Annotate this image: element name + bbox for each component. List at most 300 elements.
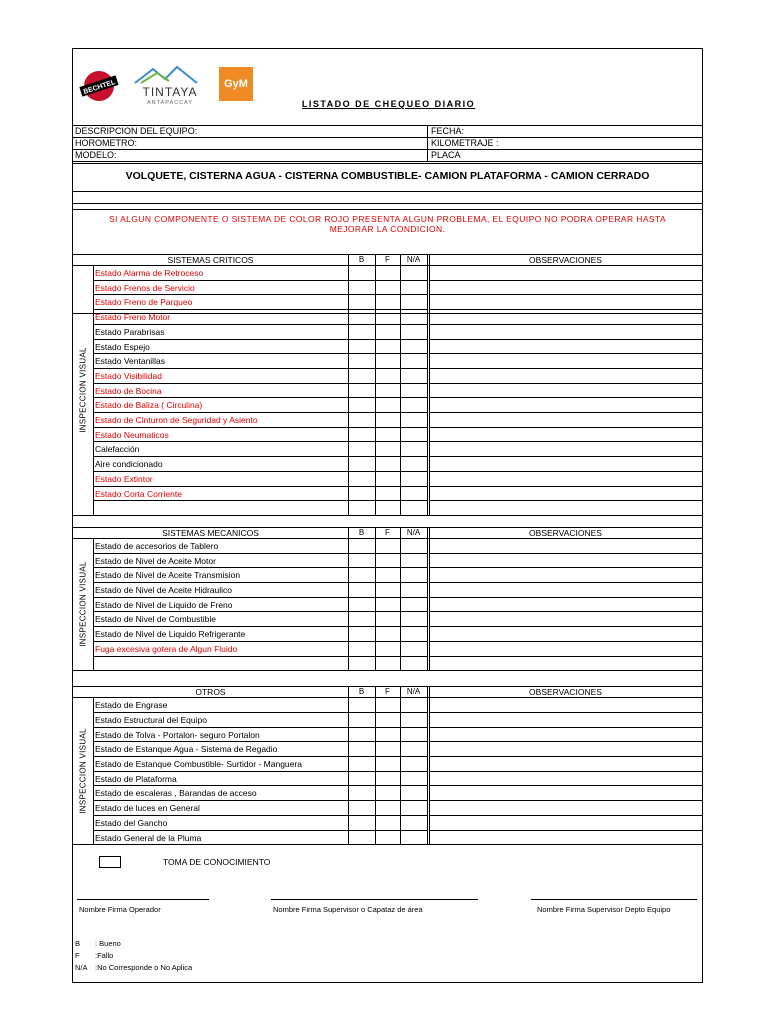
checkbox-na[interactable] — [402, 831, 426, 844]
grid-line — [429, 785, 702, 786]
checklist-item: Estado Parabrisas — [95, 326, 165, 337]
observation-field[interactable] — [431, 554, 701, 567]
grid-line — [429, 712, 702, 713]
checkbox-na[interactable] — [402, 598, 426, 611]
gym-logo — [219, 67, 253, 101]
checkbox-f[interactable] — [377, 757, 399, 770]
side-label-inspeccion-visual — [73, 265, 93, 515]
checkbox-na[interactable] — [402, 369, 426, 382]
checkbox-b[interactable] — [350, 457, 374, 470]
observation-field[interactable] — [431, 325, 701, 338]
grid-line — [93, 771, 427, 772]
checklist-item: Estado de accesorios de Tablero — [95, 540, 219, 551]
grid-line — [429, 265, 702, 266]
grid-line — [427, 125, 428, 161]
checklist-item: Estado Neumaticos — [95, 429, 169, 440]
grid-line — [93, 697, 94, 844]
grid-line — [73, 670, 702, 671]
checkbox-na[interactable] — [402, 698, 426, 711]
page-title: LISTADO DE CHEQUEO DIARIO — [301, 99, 476, 109]
checklist-item: Aire condicionado — [95, 459, 163, 470]
checkbox-f[interactable] — [377, 728, 399, 741]
grid-line — [93, 309, 427, 310]
checkbox-na[interactable] — [402, 801, 426, 814]
grid-line — [73, 844, 702, 845]
checkbox-f[interactable] — [377, 442, 399, 455]
grid-line — [93, 538, 427, 539]
warning-line-2: MEJORAR LA CONDICION. — [329, 224, 446, 234]
observation-field[interactable] — [431, 627, 701, 640]
checkbox-na[interactable] — [402, 472, 426, 485]
grid-line — [429, 656, 702, 657]
grid-line — [93, 397, 427, 398]
grid-line — [93, 553, 427, 554]
checklist-item: Estado de Nivel de Aceite Transmision — [95, 570, 241, 581]
column-f-header: F — [385, 255, 390, 264]
observation-field[interactable] — [431, 457, 701, 470]
checkbox-b[interactable] — [350, 713, 374, 726]
checkbox-f[interactable] — [377, 325, 399, 338]
observation-field[interactable] — [431, 487, 701, 500]
grid-line — [429, 741, 702, 742]
grid-line — [429, 830, 702, 831]
checkbox-na[interactable] — [402, 612, 426, 625]
grid-line — [93, 324, 427, 325]
observation-field[interactable] — [431, 442, 701, 455]
column-f-header: F — [385, 687, 390, 697]
checklist-item: Fuga excesiva gotera de Algun Fluido — [95, 643, 238, 654]
grid-line — [429, 800, 702, 801]
observation-field[interactable] — [431, 772, 701, 785]
checkbox-b[interactable] — [350, 583, 374, 596]
checkbox-b[interactable] — [350, 310, 374, 323]
checkbox-f[interactable] — [377, 428, 399, 441]
observation-field[interactable] — [431, 310, 701, 323]
observation-field[interactable] — [431, 642, 701, 655]
checkbox-na[interactable] — [402, 583, 426, 596]
column-b-header: B — [358, 687, 365, 697]
checklist-item: Estado Frenos de Servicio — [95, 282, 195, 293]
checkbox-b[interactable] — [350, 325, 374, 338]
grid-line — [93, 427, 427, 428]
checklist-item: Estado Espejo — [95, 341, 150, 352]
grid-line — [93, 697, 427, 698]
grid-line — [400, 686, 401, 844]
checkbox-na[interactable] — [402, 281, 426, 294]
checkbox-f[interactable] — [377, 295, 399, 308]
placa-field: PLACA — [431, 150, 461, 160]
grid-line — [93, 727, 427, 728]
observation-field[interactable] — [431, 612, 701, 625]
checkbox-na[interactable] — [402, 325, 426, 338]
checkbox-na[interactable] — [402, 428, 426, 441]
fecha-field: FECHA: — [431, 126, 465, 136]
checkbox-b[interactable] — [350, 539, 374, 552]
side-label-inspeccion-visual — [73, 538, 93, 670]
checkbox-b[interactable] — [350, 627, 374, 640]
grid-line — [93, 353, 427, 354]
observation-field[interactable] — [431, 713, 701, 726]
warning-line-1: SI ALGUN COMPONENTE O SISTEMA DE COLOR ROJO PRESENTA ALGUN PROBLEMA, EL EQUIPO NO PODRA OPERAR HASTA — [108, 214, 667, 224]
grid-line — [93, 265, 427, 266]
checkbox-na[interactable] — [402, 728, 426, 741]
checkbox-na[interactable] — [402, 568, 426, 581]
observation-field[interactable] — [431, 428, 701, 441]
grid-line — [93, 582, 427, 583]
checkbox-b[interactable] — [350, 295, 374, 308]
observation-field[interactable] — [431, 831, 701, 844]
checkbox-b[interactable] — [350, 772, 374, 785]
checkbox-f[interactable] — [377, 772, 399, 785]
checkbox-f[interactable] — [377, 801, 399, 814]
checklist-item: Estado General de la Pluma — [95, 832, 202, 843]
grid-line — [93, 471, 427, 472]
grid-line — [93, 785, 427, 786]
grid-line — [429, 641, 702, 642]
grid-line — [400, 527, 401, 670]
observation-field[interactable] — [431, 728, 701, 741]
grid-line — [93, 368, 427, 369]
gym-logo-text: GyM — [224, 78, 248, 90]
checklist-item: Estado Extintor — [95, 473, 153, 484]
checkbox-na[interactable] — [402, 742, 426, 755]
checkbox-na[interactable] — [402, 642, 426, 655]
grid-line — [93, 486, 427, 487]
checkbox-f[interactable] — [377, 713, 399, 726]
column-observaciones-header: OBSERVACIONES — [529, 687, 602, 698]
logo-bar — [73, 49, 704, 109]
grid-line — [375, 686, 376, 844]
grid-line — [73, 149, 702, 150]
checkbox-f[interactable] — [377, 487, 399, 500]
observation-field[interactable] — [431, 742, 701, 755]
column-b-header: B — [358, 255, 365, 264]
grid-line — [531, 899, 697, 900]
observation-field[interactable] — [431, 369, 701, 382]
grid-line — [429, 611, 702, 612]
checkbox-f[interactable] — [377, 554, 399, 567]
observation-field[interactable] — [431, 340, 701, 353]
checklist-item: Estado Visibilidad — [95, 370, 162, 381]
grid-line — [429, 727, 702, 728]
observation-field[interactable] — [431, 539, 701, 552]
checkbox-f[interactable] — [377, 457, 399, 470]
observation-field[interactable] — [431, 398, 701, 411]
checkbox-b[interactable] — [350, 369, 374, 382]
grid-line — [93, 294, 427, 295]
observation-field[interactable] — [431, 801, 701, 814]
grid-line — [93, 441, 427, 442]
checkbox-b[interactable] — [350, 831, 374, 844]
checklist-item: Estado de luces en General — [95, 803, 200, 814]
column-na-header: N/A — [406, 255, 421, 264]
checkbox-f[interactable] — [377, 539, 399, 552]
column-observaciones-header: OBSERVACIONES — [529, 527, 602, 538]
observation-field[interactable] — [431, 757, 701, 770]
checklist-item: Estado Ventanillas — [95, 356, 165, 367]
checkbox-b[interactable] — [350, 554, 374, 567]
grid-line — [73, 209, 702, 210]
checkbox-na[interactable] — [402, 310, 426, 323]
checkbox-f[interactable] — [377, 598, 399, 611]
checkbox-b[interactable] — [350, 340, 374, 353]
grid-line — [73, 137, 702, 138]
legend-desc: : Bueno — [95, 939, 121, 949]
checklist-item: Estado de Bocina — [95, 385, 162, 396]
observation-field[interactable] — [431, 413, 701, 426]
grid-line — [348, 254, 349, 515]
column-observaciones-header: OBSERVACIONES — [529, 255, 602, 265]
checklist-item: Estado Corta Corriente — [95, 488, 182, 499]
checkbox-f[interactable] — [377, 786, 399, 799]
grid-line — [429, 456, 702, 457]
checklist-item: Estado de Tolva - Portalon- seguro Portalon — [95, 729, 260, 740]
checklist-item: Estado Alarma de Retroceso — [95, 268, 204, 278]
checkbox-na[interactable] — [402, 295, 426, 308]
grid-line — [93, 712, 427, 713]
observation-field[interactable] — [431, 354, 701, 367]
column-f-header: F — [385, 527, 390, 537]
checkbox-f[interactable] — [377, 583, 399, 596]
checkbox-b[interactable] — [350, 801, 374, 814]
bechtel-logo — [77, 69, 121, 103]
antapaccay-logo-text: ANTAPACCAY — [146, 100, 194, 106]
checklist-item: Estado de Engrase — [95, 700, 168, 711]
checklist-item: Estado de Estanque Combustible- Surtidor - Manguera — [95, 759, 302, 769]
checkbox-na[interactable] — [402, 816, 426, 829]
grid-line — [429, 397, 702, 398]
observation-field[interactable] — [431, 816, 701, 829]
legend-key: B — [75, 939, 81, 949]
checkbox-b[interactable] — [350, 266, 374, 279]
checkbox-f[interactable] — [377, 398, 399, 411]
grid-line — [427, 527, 428, 670]
grid-line — [271, 899, 478, 900]
checklist-item: Estado de escaleras , Barandas de acceso — [95, 788, 257, 799]
checkbox-na[interactable] — [402, 413, 426, 426]
grid-line — [93, 339, 427, 340]
grid-line — [427, 686, 428, 844]
checkbox-na[interactable] — [402, 772, 426, 785]
checkbox-f[interactable] — [377, 354, 399, 367]
grid-line — [93, 383, 427, 384]
checkbox-na[interactable] — [402, 487, 426, 500]
checklist-item: Calefacción — [95, 444, 140, 455]
grid-line — [429, 597, 702, 598]
checkbox-f[interactable] — [377, 742, 399, 755]
grid-line — [429, 324, 702, 325]
checkbox-na[interactable] — [402, 340, 426, 353]
observation-field[interactable] — [431, 384, 701, 397]
checkbox-f[interactable] — [377, 816, 399, 829]
grid-line — [93, 456, 427, 457]
checkbox-f[interactable] — [377, 831, 399, 844]
checklist-item: Estado de Nivel de Liquido de Freno — [95, 599, 233, 610]
checkbox-na[interactable] — [402, 266, 426, 279]
checkbox-f[interactable] — [377, 698, 399, 711]
grid-line — [429, 686, 430, 844]
grid-line — [429, 471, 702, 472]
grid-line — [400, 254, 401, 515]
checkbox-f[interactable] — [377, 612, 399, 625]
grid-line — [429, 309, 702, 310]
checkbox-b[interactable] — [350, 742, 374, 755]
checklist-item: Estado de Nivel de Liquido Refrigerante — [95, 629, 246, 640]
legend-key: N/A — [75, 963, 88, 973]
legend-desc: :Fallo — [95, 951, 114, 961]
side-label-inspeccion-visual — [73, 697, 93, 844]
observation-field[interactable] — [431, 472, 701, 485]
checkbox-f[interactable] — [377, 384, 399, 397]
checkbox-f[interactable] — [377, 472, 399, 485]
checkbox-b[interactable] — [350, 384, 374, 397]
checklist-item: Estado de Plataforma — [95, 773, 177, 784]
tintaya-logo-text: TINTAYA — [142, 85, 198, 99]
checkbox-na[interactable] — [402, 627, 426, 640]
grid-line — [73, 163, 702, 164]
grid-line — [429, 567, 702, 568]
grid-line — [429, 441, 702, 442]
grid-line — [93, 626, 427, 627]
checklist-item: Estado de Nivel de Combustible — [95, 614, 216, 625]
checklist-item: Estado de Estanque Agua - Sistema de Regadio — [95, 744, 278, 755]
checkbox-b[interactable] — [350, 487, 374, 500]
column-na-header: N/A — [406, 527, 421, 537]
checklist-item: Estado del Gancho — [95, 817, 168, 828]
observation-field[interactable] — [431, 698, 701, 711]
section-header-criticos: SISTEMAS CRITICOS — [167, 255, 254, 265]
bechtel-logo-text: BECHTEL — [82, 78, 117, 96]
checkbox-na[interactable] — [402, 757, 426, 770]
observation-field[interactable] — [431, 295, 701, 308]
grid-line — [429, 486, 702, 487]
observation-field[interactable] — [431, 281, 701, 294]
grid-line — [429, 254, 430, 515]
checkbox-f[interactable] — [377, 310, 399, 323]
checkbox-b[interactable] — [350, 354, 374, 367]
checkbox-na[interactable] — [402, 457, 426, 470]
checkbox-f[interactable] — [377, 266, 399, 279]
checkbox-f[interactable] — [377, 281, 399, 294]
checkbox-b[interactable] — [350, 642, 374, 655]
observation-field[interactable] — [431, 598, 701, 611]
grid-line — [93, 741, 427, 742]
acknowledgement-label: TOMA DE CONOCIMIENTO — [163, 857, 271, 868]
modelo-field: MODELO: — [75, 150, 117, 160]
checklist-item: Estado Freno Motor — [95, 312, 171, 323]
checkbox-b[interactable] — [350, 428, 374, 441]
checkbox-b[interactable] — [350, 728, 374, 741]
section-header-mecanicos: SISTEMAS MECANICOS — [162, 527, 259, 538]
checkbox-b[interactable] — [350, 698, 374, 711]
descripcion-field: DESCRIPCION DEL EQUIPO: — [75, 126, 198, 136]
checkbox-na[interactable] — [402, 442, 426, 455]
grid-line — [375, 527, 376, 670]
vehicle-types: VOLQUETE, CISTERNA AGUA - CISTERNA COMBUSTIBLE- CAMION PLATAFORMA - CAMION CERRADO — [125, 170, 650, 182]
checkbox-na[interactable] — [402, 384, 426, 397]
checkbox-na[interactable] — [402, 786, 426, 799]
checkbox-b[interactable] — [350, 786, 374, 799]
checkbox-na[interactable] — [402, 554, 426, 567]
observation-field[interactable] — [431, 583, 701, 596]
grid-line — [429, 771, 702, 772]
grid-line — [427, 254, 428, 515]
checkbox-f[interactable] — [377, 642, 399, 655]
side-label-text: INSPECCION VISUAL — [78, 347, 88, 433]
grid-line — [93, 830, 427, 831]
checkbox-b[interactable] — [350, 568, 374, 581]
checkbox-b[interactable] — [350, 598, 374, 611]
grid-line — [93, 611, 427, 612]
grid-line — [429, 294, 702, 295]
grid-line — [429, 500, 702, 501]
grid-line — [93, 538, 94, 670]
grid-line — [93, 815, 427, 816]
legend-key: F — [75, 951, 80, 961]
checklist-item: Estado de Nivel de Aceite Hidraulico — [95, 585, 233, 595]
checkbox-na[interactable] — [402, 539, 426, 552]
acknowledgement-checkbox[interactable] — [99, 856, 121, 868]
checkbox-b[interactable] — [350, 472, 374, 485]
checkbox-na[interactable] — [402, 354, 426, 367]
grid-line — [429, 582, 702, 583]
checklist-item: Estado de Baliza ( Circulina) — [95, 400, 203, 411]
column-b-header: B — [358, 527, 365, 537]
observation-field[interactable] — [431, 786, 701, 799]
checklist-sheet — [72, 48, 703, 983]
signature-operador: Nombre Firma Operador — [79, 905, 161, 915]
grid-line — [93, 500, 427, 501]
checkbox-b[interactable] — [350, 413, 374, 426]
checkbox-b[interactable] — [350, 442, 374, 455]
checkbox-na[interactable] — [402, 713, 426, 726]
checkbox-f[interactable] — [377, 413, 399, 426]
side-label-text: INSPECCION VISUAL — [78, 727, 88, 814]
signature-supervisor-depto: Nombre Firma Supervisor Depto Equipo — [537, 905, 671, 915]
observation-field[interactable] — [431, 266, 701, 279]
grid-line — [429, 353, 702, 354]
checklist-item: Estado de Nivel de Aceite Motor — [95, 555, 216, 566]
grid-line — [429, 339, 702, 340]
grid-line — [73, 515, 702, 516]
checkbox-f[interactable] — [377, 340, 399, 353]
grid-line — [77, 899, 209, 900]
checklist-item: Estado Freno de Parqueo — [95, 297, 193, 308]
grid-line — [375, 254, 376, 515]
checkbox-f[interactable] — [377, 568, 399, 581]
checkbox-b[interactable] — [350, 281, 374, 294]
grid-line — [348, 527, 349, 670]
checkbox-na[interactable] — [402, 398, 426, 411]
grid-line — [93, 567, 427, 568]
grid-line — [73, 191, 702, 192]
horometro-field: HOROMETRO: — [75, 138, 137, 148]
checkbox-f[interactable] — [377, 627, 399, 640]
grid-line — [93, 641, 427, 642]
checkbox-b[interactable] — [350, 757, 374, 770]
grid-line — [429, 280, 702, 281]
grid-line — [93, 656, 427, 657]
grid-line — [93, 597, 427, 598]
grid-line — [429, 527, 430, 670]
signature-supervisor: Nombre Firma Supervisor o Capataz de área — [273, 905, 423, 915]
checkbox-b[interactable] — [350, 612, 374, 625]
checkbox-b[interactable] — [350, 816, 374, 829]
observation-field[interactable] — [431, 568, 701, 581]
checkbox-f[interactable] — [377, 369, 399, 382]
checkbox-b[interactable] — [350, 398, 374, 411]
side-label-text: INSPECCION VISUAL — [78, 561, 88, 647]
